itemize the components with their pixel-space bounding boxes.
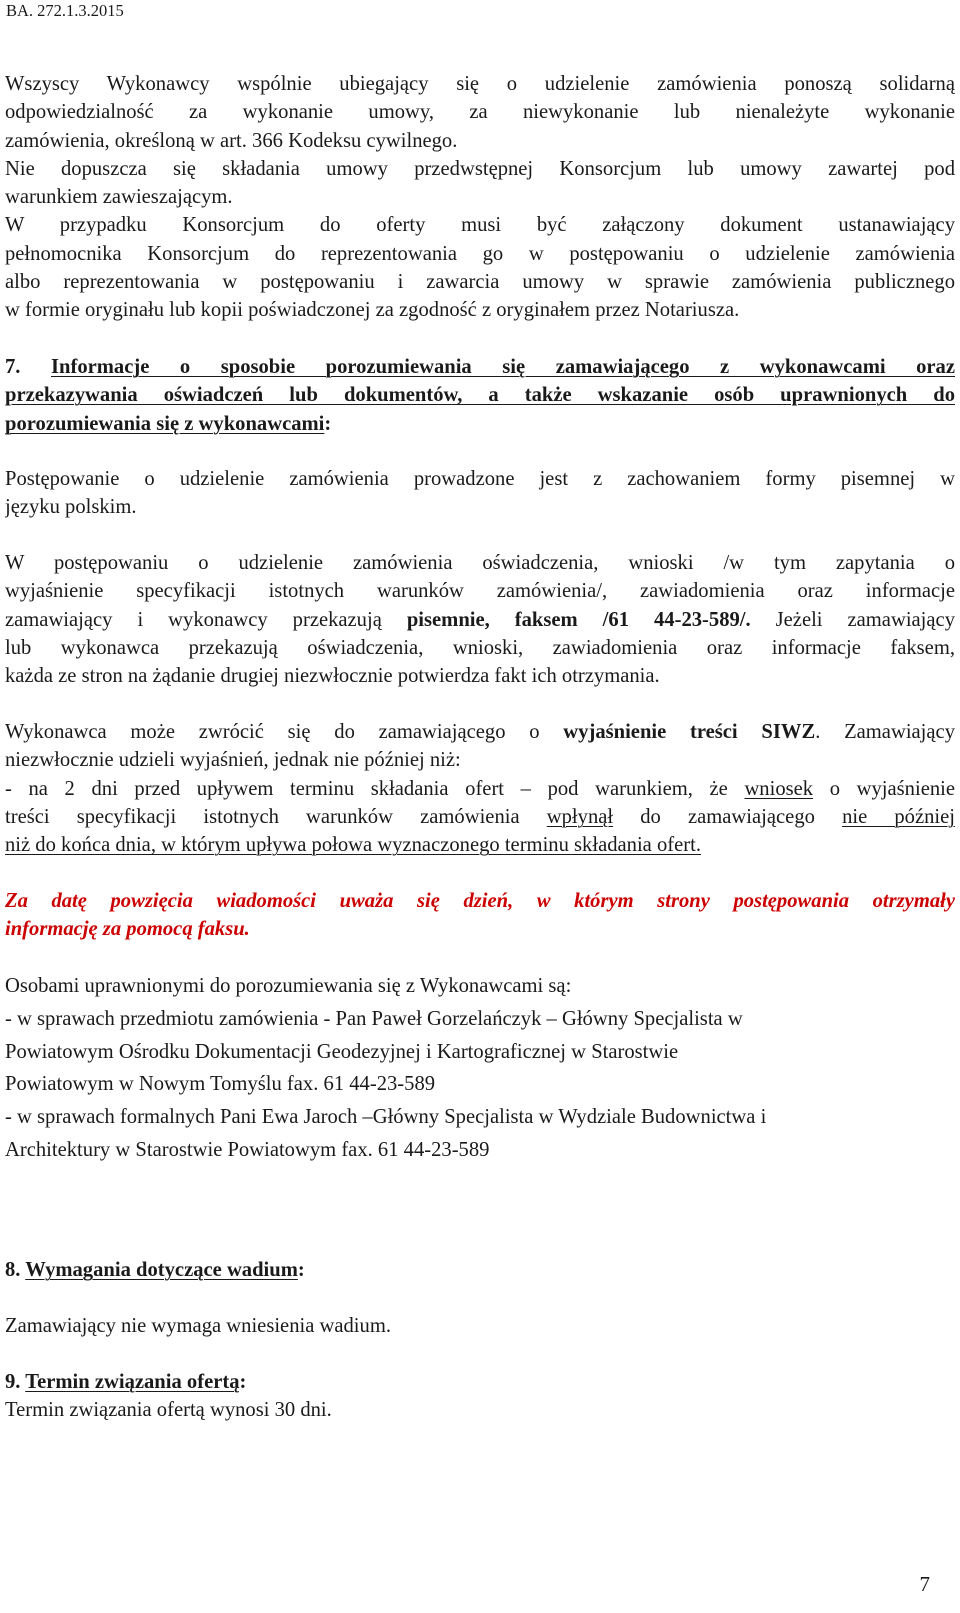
heading-text: przekazywania oświadczeń lub dokumentów, a także wskazanie osób uprawnionych do (5, 384, 955, 407)
text-line: odpowiedzialność za wykonanie umowy, za niewykonanie lub nienależyte wykonanie (5, 101, 955, 124)
heading-colon: : (324, 412, 332, 435)
document-reference: BA. 272.1.3.2015 (6, 1, 124, 20)
notice-line: informację za pomocą faksu. (5, 918, 250, 941)
text-line: albo reprezentowania w postępowaniu i zawarcia umowy w sprawie zamówienia publicznego (5, 271, 955, 294)
text-line: każda ze stron na żądanie drugiej niezwłocznie potwierdza fakt ich otrzymania. (5, 665, 660, 688)
text-line: - na 2 dni przed upływem terminu składania ofert – pod warunkiem, że wniosek o wyjaśnienie (5, 777, 955, 800)
heading-line (5, 410, 955, 438)
text-line: Termin związania ofertą wynosi 30 dni. (5, 1399, 332, 1421)
text-line: niezwłocznie udzieli wyjaśnień, jednak nie później niż: (5, 749, 461, 772)
heading-text: porozumiewania się z wykonawcami (5, 412, 325, 435)
contact-line: - w sprawach przedmiotu zamówienia - Pan Paweł Gorzelańczyk – Główny Specjalista w (5, 1007, 743, 1030)
text-line: W przypadku Konsorcjum do oferty musi być załączony dokument ustanawiający (5, 214, 955, 237)
text-line: Osobami uprawnionymi do porozumiewania się z Wykonawcami są: (5, 975, 572, 997)
text-line: Wykonawca może zwrócić się do zamawiającego o wyjaśnienie treści SIWZ. Zamawiający (5, 721, 955, 743)
text-line: zamówienia, określoną w art. 366 Kodeksu cywilnego. (5, 129, 458, 152)
notice-line: Za datę powzięcia wiadomości uważa się dzień, w którym strony postępowania otrzymały (5, 890, 955, 912)
contact-persons (5, 970, 955, 1167)
text-line: lub wykonawca przekazują oświadczenia, wnioski, zawiadomienia oraz informacje faksem, (5, 636, 955, 659)
contact-line: Powiatowym w Nowym Tomyślu fax. 61 44-23-589 (5, 1073, 436, 1096)
text-line: Nie dopuszcza się składania umowy przedwstępnej Konsorcjum lub umowy zawartej pod (5, 157, 955, 180)
paragraph-joint-liability (5, 70, 955, 325)
contact-line: Architektury w Starostwie Powiatowym fax. 61 44-23-589 (5, 1138, 490, 1161)
heading-line (5, 381, 955, 409)
siwz-emphasis: wyjaśnienie treści SIWZ (563, 721, 816, 743)
heading-text: Termin związania ofertą (25, 1371, 240, 1393)
fax-number: pisemnie, faksem /61 44-23-589/. (406, 608, 751, 631)
paragraph-communication (5, 549, 955, 690)
page-number: 7 (919, 1572, 930, 1596)
text-line: Zamawiający nie wymaga wniesienia wadium. (5, 1315, 391, 1337)
section-7-heading (5, 353, 955, 438)
text-line: niż do końca dnia, w którym upływa połowa wyznaczonego terminu składania ofert. (5, 834, 701, 857)
heading-line: 9. Termin związania ofertą: (5, 1371, 247, 1393)
text-line: zamawiający i wykonawcy przekazują pisemnie, faksem /61 44-23-589/. Jeżeli zamawiający (5, 608, 955, 631)
text-line: w formie oryginału lub kopii poświadczonej za zgodność z oryginałem przez Notariusza. (5, 299, 740, 322)
contact-line: - w sprawach formalnych Pani Ewa Jaroch –Główny Specjalista w Wydziale Budownictwa i (5, 1106, 767, 1129)
section-8-heading (5, 1256, 955, 1284)
text-line: wyjaśnienie specyfikacji istotnych warunków zamówienia/, zawiadomienia oraz informacje (5, 580, 955, 603)
heading-line: 8. Wymagania dotyczące wadium: (5, 1259, 305, 1281)
section-8-body (5, 1312, 955, 1340)
section-number: 7. (5, 356, 21, 378)
heading-text: Informacje o sposobie porozumiewania się zamawiającego z wykonawcami oraz (51, 356, 955, 378)
text-line: W postępowaniu o udzielenie zamówienia oświadczenia, wnioski /w tym zapytania o (5, 552, 955, 574)
text-line: języku polskim. (5, 496, 137, 519)
text-line: Wszyscy Wykonawcy wspólnie ubiegający się o udzielenie zamówienia ponoszą solidarną (5, 73, 955, 95)
heading-line (5, 353, 955, 381)
notice-fax-receipt (5, 887, 955, 944)
text-line: warunkiem zawieszającym. (5, 186, 233, 209)
paragraph-written-form (5, 465, 955, 522)
text-line: treści specyfikacji istotnych warunków zamówienia wpłynął do zamawiającego nie później (5, 805, 955, 828)
contact-line: Powiatowym Ośrodku Dokumentacji Geodezyjnej i Kartograficznej w Starostwie (5, 1040, 679, 1063)
text-line: Postępowanie o udzielenie zamówienia prowadzone jest z zachowaniem formy pisemnej w (5, 468, 955, 490)
paragraph-siwz-clarification (5, 718, 955, 859)
section-9-body (5, 1396, 955, 1424)
section-9-heading (5, 1368, 955, 1396)
text-line: pełnomocnika Konsorcjum do reprezentowania go w postępowaniu o udzielenie zamówienia (5, 242, 955, 265)
heading-text: Wymagania dotyczące wadium (25, 1259, 298, 1281)
